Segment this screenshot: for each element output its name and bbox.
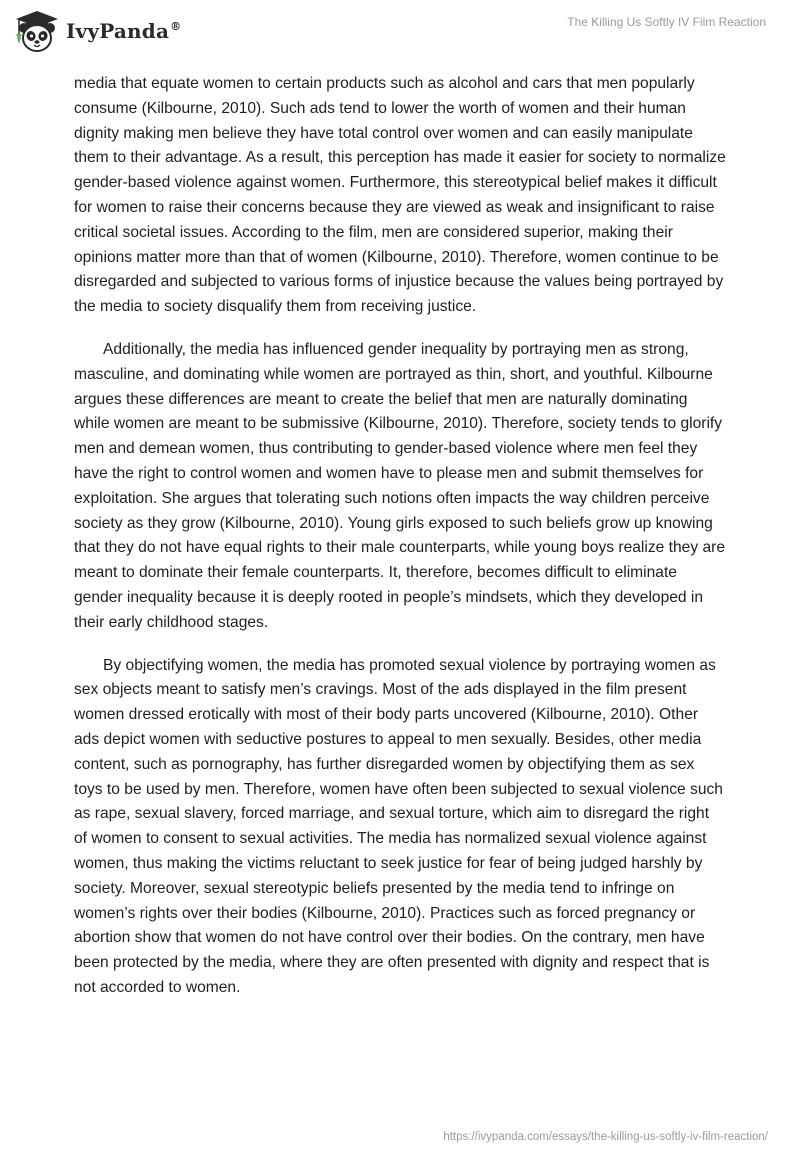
source-url[interactable]: https://ivypanda.com/essays/the-killing-us-softly-iv-film-reaction/	[443, 1131, 768, 1143]
essay-body	[74, 72, 726, 1019]
document-title: The Killing Us Softly IV Film Reaction	[567, 15, 766, 29]
paragraph: By objectifying women, the media has promoted sexual violence by portraying women as sex objects meant to satisfy men’s cravings. Most of the ads displayed in the film present women dressed erotically with most of their body parts uncovered (Kilbourne, 2010). Other ads depict women with seductive postures to appeal to men sexually. Besides, other media content, such as pornography, has further disregarded women by objectifying them as sex toys to be used by men. Therefore, women have often been subjected to sexual violence such as rape, sexual slavery, forced marriage, and sexual torture, which aim to disregard the right of women to consent to sexual activities. The media has normalized sexual violence against women, thus making the victims reluctant to seek justice for fear of being judged harshly by society. Moreover, sexual stereotypic beliefs presented by the media tend to infringe on women’s rights over their bodies (Kilbourne, 2010). Practices such as forced pregnancy or abortion show that women do not have control over their bodies. On the contrary, men have been protected by the media, where they are often presented with dignity and respect that is not accorded to women.	[74, 656, 723, 996]
panda-graduation-cap-icon	[14, 8, 60, 54]
logo-wordmark: IvyPanda®	[66, 19, 182, 43]
page-header	[0, 0, 800, 70]
paragraph: Additionally, the media has influenced gender inequality by portraying men as strong, masculine, and dominating while women are portrayed as thin, short, and youthful. Kilbourne argues these differences are meant to create the belief that men are naturally dominating while women are meant to be submissive (Kilbourne, 2010). Therefore, society tends to glorify men and demean women, thus contributing to gender-based violence where men feel they have the right to control women and women have to please men and submit themselves for exploitation. She argues that tolerating such notions often impacts the way children perceive society as they grow (Kilbourne, 2010). Young girls exposed to such beliefs grow up knowing that they do not have equal rights to their male counterparts, while young boys realize they are meant to dominate their female counterparts. It, therefore, becomes difficult to eliminate gender inequality because it is deeply rooted in people’s mindsets, which they developed in their early childhood stages.	[74, 340, 725, 631]
ivypanda-logo[interactable]	[14, 8, 181, 54]
paragraph: media that equate women to certain products such as alcohol and cars that men popularly consume (Kilbourne, 2010). Such ads tend to lower the worth of women and their human dignity making men believe they have total control over women and can easily manipulate them to their advantage. As a result, this perception has made it easier for society to normalize gender-based violence against women. Furthermore, this stereotypical belief makes it difficult for women to raise their concerns because they are viewed as weak and insignificant to raise critical societal issues. According to the film, men are considered superior, making their opinions matter more than that of women (Kilbourne, 2010). Therefore, women continue to be disregarded and subjected to various forms of injustice because the values being portrayed by the media to society disqualify them from receiving justice.	[74, 75, 726, 316]
